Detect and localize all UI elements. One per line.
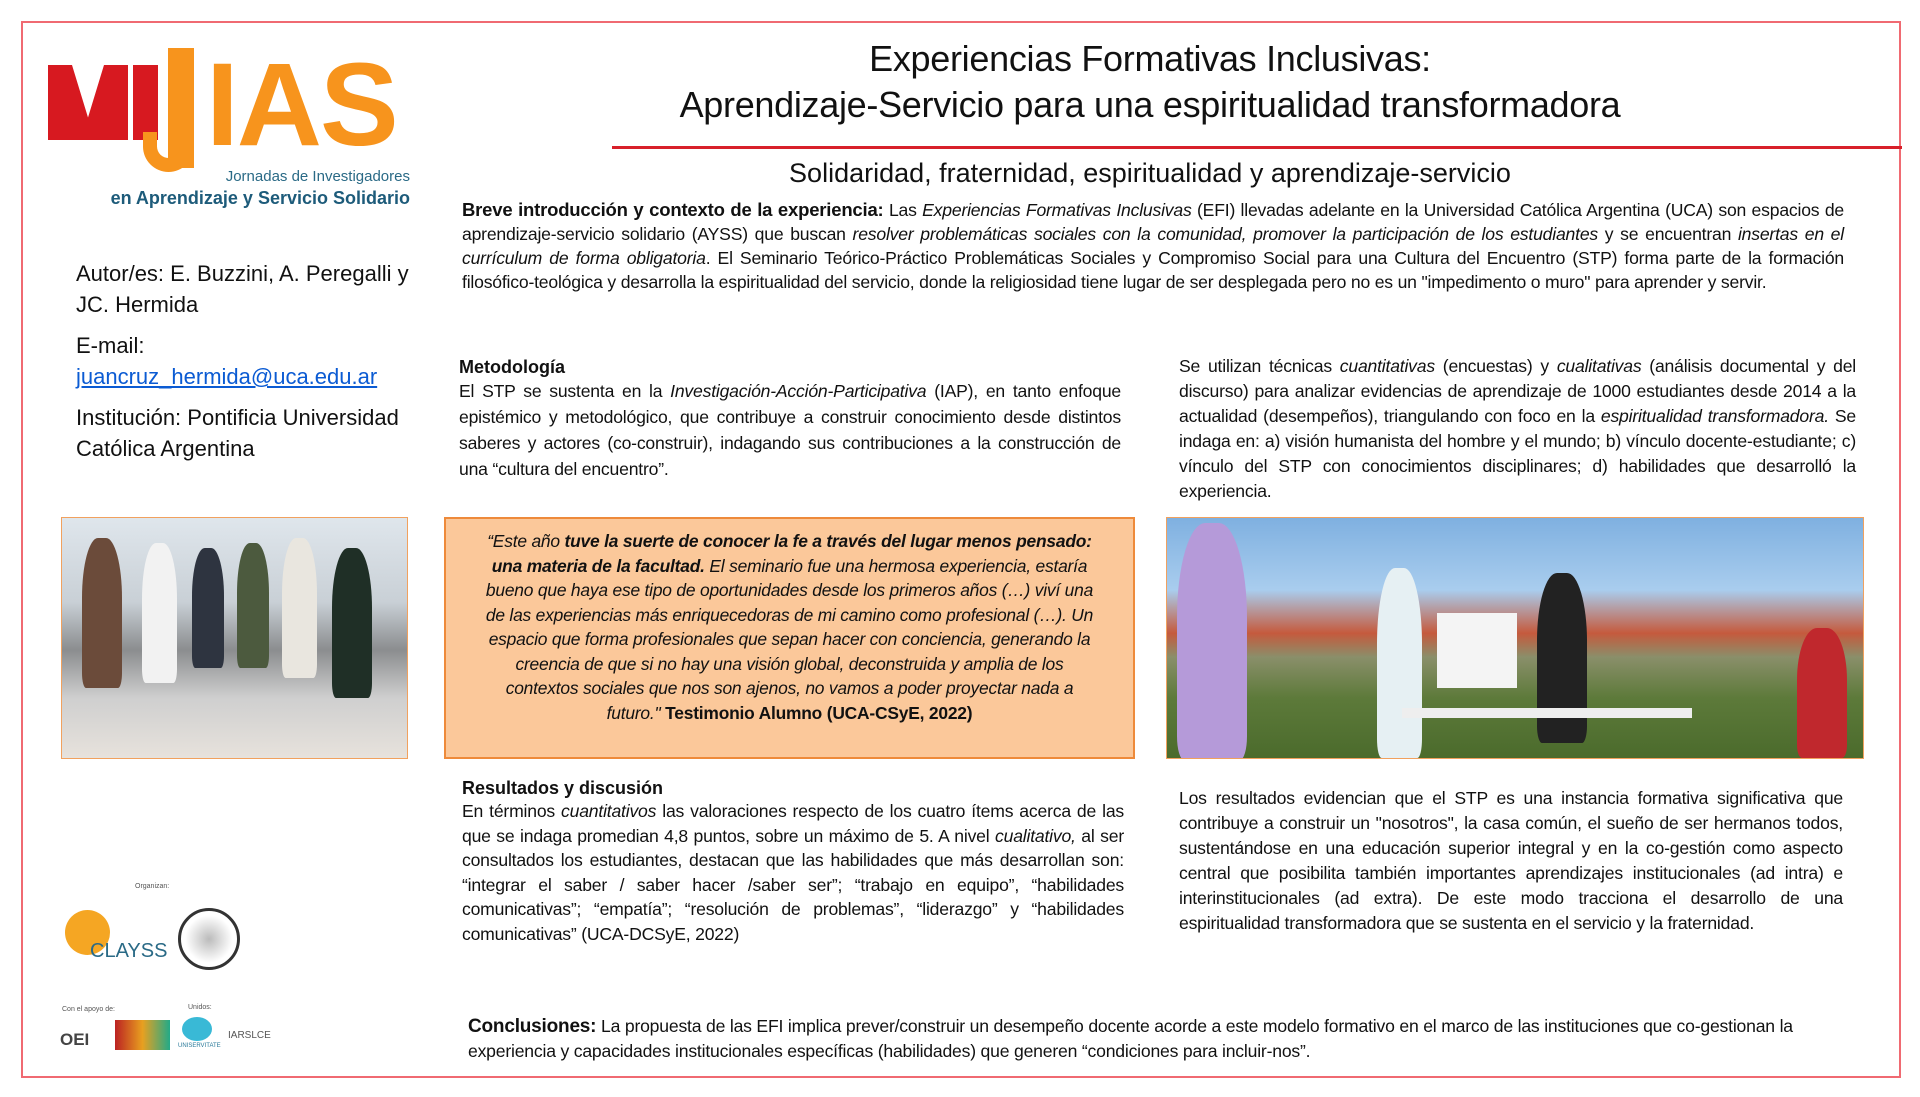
iarslce-logo: IARSLCE — [228, 1030, 271, 1041]
methodology-text: El STP se sustenta en la Investigación-Acción-Participativa (IAP), en tanto enfoque epistémico y metodológico, que contribuye a construir conocimiento desde distintos saberes y actores (co-construir), indagando sus contribuciones a la construcción de una “cultura del encuentro”. — [459, 381, 1122, 479]
logo-ias: IAS — [206, 39, 397, 171]
vijias-logo — [48, 39, 418, 212]
results-right-paragraph: Los resultados evidencian que el STP es una instancia formativa significativa que contribuye a construir un "nosotros", la casa común, el sueño de ser hermanos todos, sustentándose en una educación superior integral y en la co-gestión como aspecto central que posibilita también importantes aprendizajes institucionales (ad intra) e interinstitucionales (ad extra). De este modo tracciona el desarrollo de una espiritualidad transformadora que se sustenta en el servicio y la fraternidad. — [1179, 788, 1843, 933]
author-info — [76, 258, 416, 474]
student-testimonial: “Este año tuve la suerte de conocer la fe a través del lugar menos pensado: una materia de la facultad. El seminario fue una hermosa experiencia, estaría bueno que haya ese tipo de oportunidades desde los primeros años (…) viví una de las experiencias más enriquecedoras de mi camino como profesional (…). Un espacio que forma profesionales que sepan hacer con conciencia, generando la creencia de que si no hay una visión global, deconstruida y amplia de los contextos sociales que nos son ajenos, no vamos a poder proyectar nada a futuro." Testimonio Alumno (UCA-CSyE, 2022) — [444, 517, 1135, 759]
university-seal — [178, 908, 240, 970]
methodology-heading: Metodología — [459, 357, 565, 377]
title-line-1: Experiencias Formativas Inclusivas: — [869, 38, 1431, 79]
subtitle: Solidaridad, fraternidad, espiritualidad y aprendizaje-servicio — [789, 158, 1511, 188]
red-iberoamericana-logo — [115, 1020, 170, 1050]
outdoor-activity-photo — [1166, 517, 1864, 759]
email-link[interactable]: juancruz_hermida@uca.edu.ar — [76, 364, 378, 389]
uniservitate-icon — [182, 1017, 212, 1041]
authors: Autor/es: E. Buzzini, A. Peregalli y JC. Hermida — [76, 261, 409, 317]
support-label: Con el apoyo de: — [62, 1006, 115, 1013]
logo-subtitle-2: en Aprendizaje y Servicio Solidario — [110, 188, 410, 208]
partner-logos — [60, 880, 420, 1060]
conclusions-paragraph: Conclusiones: La propuesta de las EFI implica prever/construir un desempeño docente acorde a este modelo formativo en el marco de las instituciones que co-gestionan la experiencia y capacidades institucionales específicas (habilidades) que generen “condiciones para incluir-nos”. — [468, 1016, 1793, 1061]
intro-paragraph: Breve introducción y contexto de la experiencia: Las Experiencias Formativas Inclusivas (EFI) llevadas adelante en la Universidad Católica Argentina (UCA) son espacios de aprendizaje-servicio solidario (AYSS) que buscan resolver problemáticas sociales con la comunidad, promover la participación de los estudiantes y se encuentran insertas en el currículum de forma obligatoria. El Seminario Teórico-Práctico Problemáticas Sociales y Compromiso Social para una Cultura del Encuentro (STP) forma parte de la formación filosófico-teológica y desarrolla la espiritualidad del servicio, donde la religiosidad tiene lugar de ser desplegada pero no es un "impedimento o muro" para aprender y servir. — [462, 199, 1844, 292]
logo-subtitle-1: Jornadas de Investigadores — [225, 168, 410, 185]
title-divider — [612, 146, 1902, 149]
uniservitate-logo: UNISERVITATE — [178, 1043, 221, 1049]
institution: Institución: Pontificia Universidad Católica Argentina — [76, 405, 399, 461]
techniques-paragraph: Se utilizan técnicas cuantitativas (encuestas) y cualitativas (análisis documental y del discurso) para analizar evidencias de aprendizaje de 1000 estudiantes desde 2014 a la actualidad (desempeños), triangulando con foco en la espiritualidad transformadora. Se indaga en: a) visión humanista del hombre y el mundo; b) vínculo docente-estudiante; c) vínculo del STP con conocimientos disciplinares; d) habilidades que desarrolló la experiencia. — [1179, 356, 1857, 501]
results-section — [462, 778, 1124, 946]
email-label: E-mail: — [76, 333, 145, 358]
intro-heading: Breve introducción y contexto de la experiencia: — [462, 199, 884, 220]
methodology-section — [459, 357, 1121, 482]
oei-logo: OEI — [60, 1030, 90, 1049]
clayss-logo: CLAYSS — [90, 940, 168, 962]
results-heading: Resultados y discusión — [462, 778, 664, 798]
united-label: Unidos: — [188, 1004, 212, 1011]
group-activity-photo — [61, 517, 408, 759]
results-text: En términos cuantitativos las valoraciones respecto de los cuatro ítems acerca de las que se indaga promedian 4,8 puntos, sobre un máximo de 5. A nivel cualitativo, al ser consultados los estudiantes, destacan que las habilidades que más desarrollan son: “integrar el saber / saber hacer /saber ser”; “trabajo en equipo”, “habilidades comunicativas”; “empatía”; “resolución de problemas”, “liderazgo” y “habilidades comunicativas” (UCA-DCSyE, 2022) — [462, 801, 1125, 944]
organizers-label: Organizan: — [135, 883, 170, 890]
title-line-2: Aprendizaje-Servicio para una espiritualidad transformadora — [679, 84, 1621, 125]
